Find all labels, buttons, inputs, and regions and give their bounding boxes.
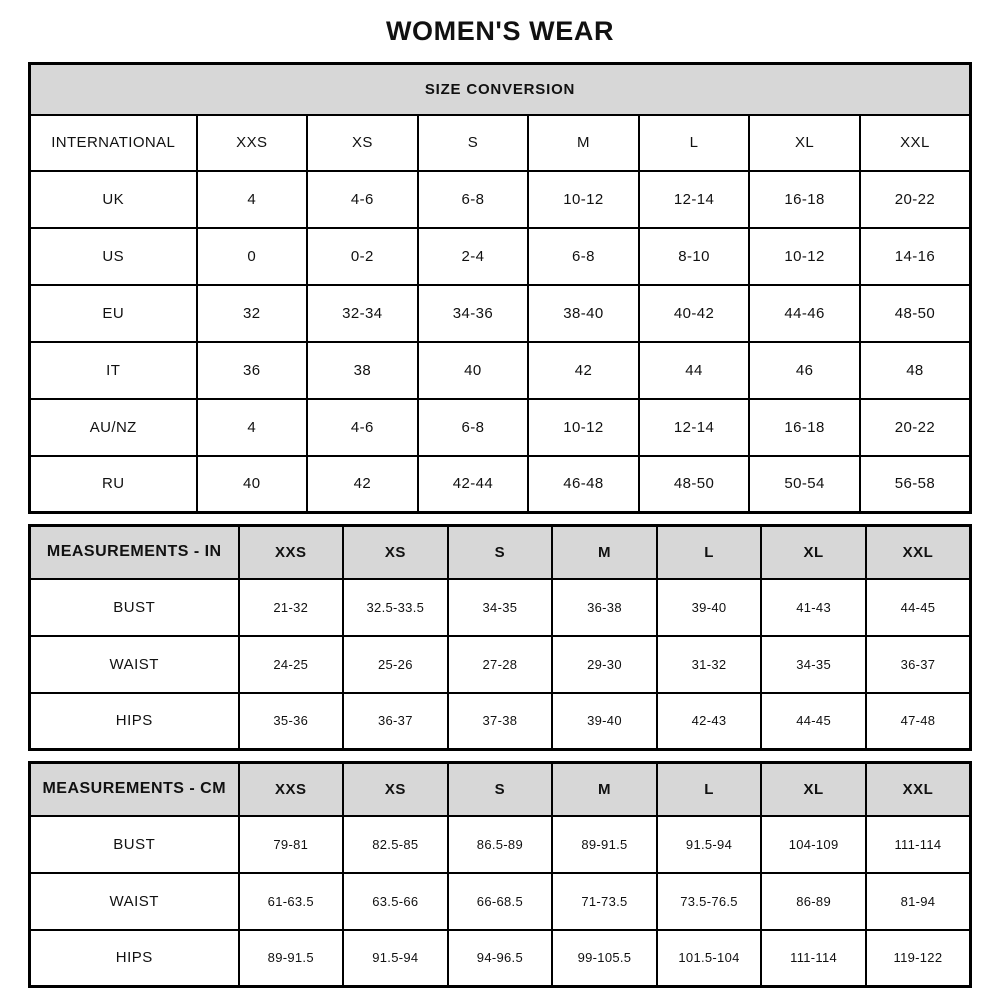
table-cell: 89-91.5: [239, 930, 344, 987]
row-label-us: US: [30, 228, 197, 285]
table-cell: 16-18: [749, 399, 860, 456]
table-cell: 119-122: [866, 930, 971, 987]
table-cell: 10-12: [528, 399, 639, 456]
table-cell: 4-6: [307, 399, 418, 456]
table-cell: 4: [197, 399, 308, 456]
column-header-m: M: [528, 115, 639, 171]
table-cell: 20-22: [860, 171, 971, 228]
table-cell: 24-25: [239, 636, 344, 693]
table-cell: 42: [307, 456, 418, 513]
table-cell: 89-91.5: [552, 816, 657, 873]
row-label-bust: BUST: [30, 579, 239, 636]
row-label-waist: WAIST: [30, 636, 239, 693]
table-cell: 46: [749, 342, 860, 399]
table-cell: 40: [197, 456, 308, 513]
size-conversion-table: [28, 62, 972, 514]
row-label-waist: WAIST: [30, 873, 239, 930]
table-cell: 6-8: [418, 171, 529, 228]
column-header-xxl: XXL: [866, 526, 971, 579]
table-row-hips: [30, 693, 971, 750]
column-header-international: INTERNATIONAL: [30, 115, 197, 171]
measurements-cm-table: [28, 761, 972, 988]
table-row-hips: [30, 930, 971, 987]
table-row-it: [30, 342, 971, 399]
row-label-uk: UK: [30, 171, 197, 228]
measurements-in-header-row: [30, 526, 971, 579]
column-header-measurements-in: MEASUREMENTS - IN: [30, 526, 239, 579]
table-cell: 99-105.5: [552, 930, 657, 987]
size-conversion-header-row: [30, 115, 971, 171]
table-cell: 10-12: [528, 171, 639, 228]
column-header-xl: XL: [761, 526, 866, 579]
table-cell: 21-32: [239, 579, 344, 636]
table-cell: 66-68.5: [448, 873, 553, 930]
table-cell: 25-26: [343, 636, 448, 693]
table-row-bust: [30, 816, 971, 873]
table-cell: 79-81: [239, 816, 344, 873]
table-row-waist: [30, 636, 971, 693]
table-cell: 47-48: [866, 693, 971, 750]
table-cell: 4: [197, 171, 308, 228]
row-label-hips: HIPS: [30, 930, 239, 987]
column-header-xxs: XXS: [239, 526, 344, 579]
table-row-us: [30, 228, 971, 285]
column-header-xs: XS: [343, 526, 448, 579]
table-cell: 2-4: [418, 228, 529, 285]
table-cell: 12-14: [639, 399, 750, 456]
table-cell: 71-73.5: [552, 873, 657, 930]
table-cell: 44-45: [761, 693, 866, 750]
table-cell: 42-44: [418, 456, 529, 513]
table-cell: 29-30: [552, 636, 657, 693]
table-cell: 46-48: [528, 456, 639, 513]
table-cell: 111-114: [866, 816, 971, 873]
table-cell: 16-18: [749, 171, 860, 228]
size-conversion-band: [30, 64, 971, 115]
column-header-s: S: [448, 526, 553, 579]
table-cell: 91.5-94: [657, 816, 762, 873]
table-row-au-nz: [30, 399, 971, 456]
column-header-xs: XS: [343, 763, 448, 816]
measurements-in-table-body: [30, 526, 971, 750]
table-cell: 42-43: [657, 693, 762, 750]
table-cell: 10-12: [749, 228, 860, 285]
table-cell: 73.5-76.5: [657, 873, 762, 930]
measurements-in-table: [28, 524, 972, 751]
table-cell: 91.5-94: [343, 930, 448, 987]
table-cell: 44-45: [866, 579, 971, 636]
column-header-xxs: XXS: [197, 115, 308, 171]
table-cell: 86-89: [761, 873, 866, 930]
row-label-au-nz: AU/NZ: [30, 399, 197, 456]
column-header-xxl: XXL: [866, 763, 971, 816]
column-header-s: S: [418, 115, 529, 171]
table-cell: 36: [197, 342, 308, 399]
column-header-measurements-cm: MEASUREMENTS - CM: [30, 763, 239, 816]
column-header-xl: XL: [749, 115, 860, 171]
table-cell: 34-36: [418, 285, 529, 342]
table-cell: 48-50: [860, 285, 971, 342]
table-cell: 44: [639, 342, 750, 399]
table-cell: 34-35: [448, 579, 553, 636]
table-cell: 36-37: [343, 693, 448, 750]
table-cell: 27-28: [448, 636, 553, 693]
row-label-it: IT: [30, 342, 197, 399]
column-header-m: M: [552, 763, 657, 816]
column-header-xs: XS: [307, 115, 418, 171]
table-cell: 39-40: [657, 579, 762, 636]
table-cell: 82.5-85: [343, 816, 448, 873]
column-header-xxl: XXL: [860, 115, 971, 171]
table-cell: 6-8: [418, 399, 529, 456]
table-cell: 44-46: [749, 285, 860, 342]
table-cell: 111-114: [761, 930, 866, 987]
column-header-s: S: [448, 763, 553, 816]
table-row-waist: [30, 873, 971, 930]
table-cell: 41-43: [761, 579, 866, 636]
table-cell: 86.5-89: [448, 816, 553, 873]
row-label-eu: EU: [30, 285, 197, 342]
row-label-ru: RU: [30, 456, 197, 513]
table-cell: 42: [528, 342, 639, 399]
column-header-l: L: [639, 115, 750, 171]
table-row-ru: [30, 456, 971, 513]
measurements-cm-header-row: [30, 763, 971, 816]
column-header-l: L: [657, 526, 762, 579]
table-row-uk: [30, 171, 971, 228]
table-cell: 20-22: [860, 399, 971, 456]
table-cell: 48-50: [639, 456, 750, 513]
table-cell: 0: [197, 228, 308, 285]
page-title: WOMEN'S WEAR: [385, 16, 615, 46]
table-row-eu: [30, 285, 971, 342]
size-conversion-band-title: SIZE CONVERSION: [30, 64, 971, 115]
table-cell: 63.5-66: [343, 873, 448, 930]
column-header-xl: XL: [761, 763, 866, 816]
table-cell: 104-109: [761, 816, 866, 873]
table-cell: 39-40: [552, 693, 657, 750]
table-cell: 32-34: [307, 285, 418, 342]
measurements-cm-table-body: [30, 763, 971, 987]
table-cell: 14-16: [860, 228, 971, 285]
table-cell: 4-6: [307, 171, 418, 228]
table-cell: 36-37: [866, 636, 971, 693]
table-cell: 31-32: [657, 636, 762, 693]
table-cell: 40-42: [639, 285, 750, 342]
size-conversion-table-body: [30, 64, 971, 513]
column-header-m: M: [552, 526, 657, 579]
row-label-bust: BUST: [30, 816, 239, 873]
table-cell: 12-14: [639, 171, 750, 228]
table-cell: 32: [197, 285, 308, 342]
table-row-bust: [30, 579, 971, 636]
table-cell: 56-58: [860, 456, 971, 513]
table-cell: 37-38: [448, 693, 553, 750]
table-cell: 81-94: [866, 873, 971, 930]
table-cell: 101.5-104: [657, 930, 762, 987]
table-cell: 6-8: [528, 228, 639, 285]
table-cell: 38-40: [528, 285, 639, 342]
table-cell: 94-96.5: [448, 930, 553, 987]
row-label-hips: HIPS: [30, 693, 239, 750]
table-cell: 8-10: [639, 228, 750, 285]
table-cell: 48: [860, 342, 971, 399]
table-cell: 34-35: [761, 636, 866, 693]
table-cell: 38: [307, 342, 418, 399]
table-cell: 35-36: [239, 693, 344, 750]
table-cell: 50-54: [749, 456, 860, 513]
table-cell: 61-63.5: [239, 873, 344, 930]
column-header-l: L: [657, 763, 762, 816]
column-header-xxs: XXS: [239, 763, 344, 816]
table-cell: 32.5-33.5: [343, 579, 448, 636]
table-cell: 0-2: [307, 228, 418, 285]
table-cell: 36-38: [552, 579, 657, 636]
table-cell: 40: [418, 342, 529, 399]
